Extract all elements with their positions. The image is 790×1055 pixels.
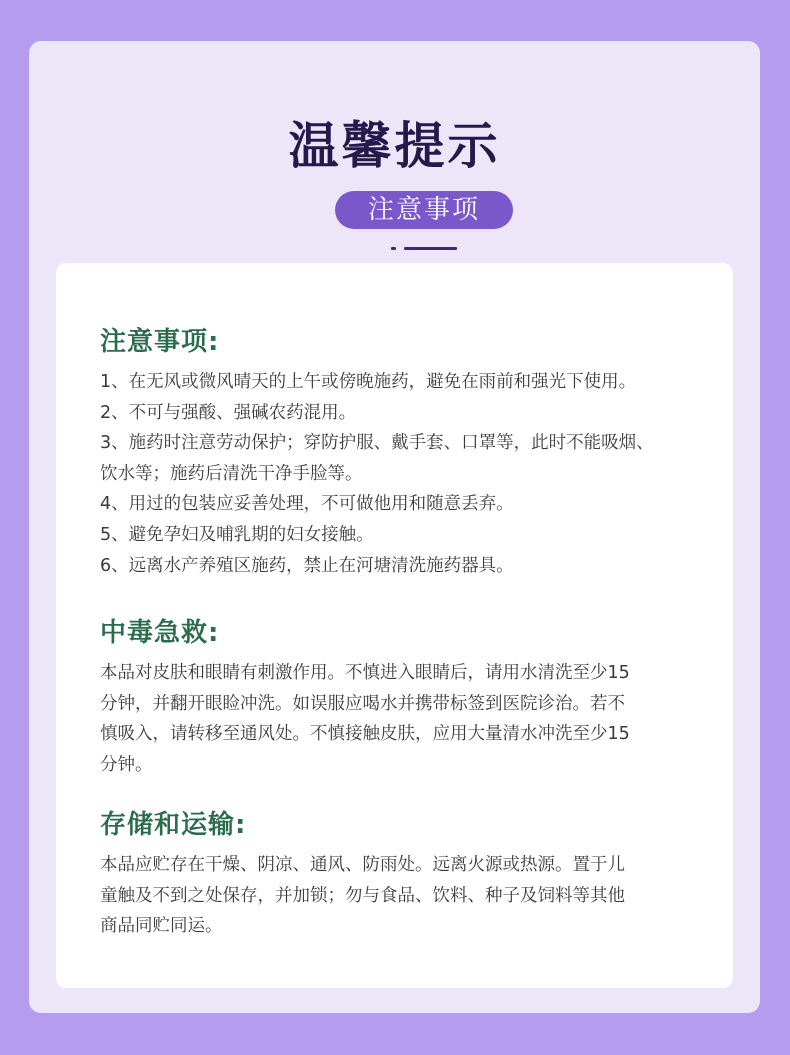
text-line: 1、在无风或微风晴天的上午或傍晚施药，避免在雨前和强光下使用。 — [100, 372, 637, 392]
subtitle-badge: 注意事项 — [335, 191, 513, 229]
section-heading: 存储和运输: — [100, 810, 247, 840]
text-line: 童触及不到之处保存，并加锁；勿与食品、饮料、种子及饲料等其他 — [100, 885, 625, 906]
section-precautions — [100, 325, 710, 581]
text-line: 慎吸入，请转移至通风处。不慎接触皮肤，应用大量清水冲洗至少15 — [100, 724, 630, 745]
section-storage-transport — [100, 808, 710, 942]
section-body — [100, 850, 710, 942]
text-line: 分钟，并翻开眼睑冲洗。如误服应喝水并携带标签到医院诊治。若不 — [100, 693, 625, 714]
text-line: 分钟。 — [100, 754, 153, 775]
text-line: 饮水等；施药后清洗干净手脸等。 — [100, 463, 363, 484]
page-title: 温馨提示 — [288, 117, 501, 175]
section-body — [100, 658, 710, 780]
text-line: 本品对皮肤和眼睛有刺激作用。不慎进入眼睛后，请用水清洗至少15 — [100, 663, 630, 683]
text-line: 商品同贮同运。 — [100, 916, 223, 937]
section-heading: 中毒急救: — [100, 618, 220, 648]
text-line: 6、远离水产养殖区施药，禁止在河塘清洗施药器具。 — [100, 555, 514, 576]
section-first-aid — [100, 616, 710, 780]
text-line: 3、施药时注意劳动保护；穿防护服、戴手套、口罩等，此时不能吸烟、 — [100, 433, 654, 454]
text-line: 2、不可与强酸、强碱农药混用。 — [100, 402, 357, 423]
text-line: 本品应贮存在干燥、阴凉、通风、防雨处。远离火源或热源。置于儿 — [100, 855, 625, 875]
decorative-dot — [391, 247, 396, 250]
section-heading: 注意事项: — [100, 327, 220, 357]
content-card — [56, 263, 733, 988]
text-line: 5、避免孕妇及哺乳期的妇女接触。 — [100, 524, 374, 545]
decorative-underline — [404, 247, 457, 250]
text-line: 4、用过的包装应妥善处理，不可做他用和随意丢弃。 — [100, 494, 514, 515]
section-body — [100, 367, 710, 581]
